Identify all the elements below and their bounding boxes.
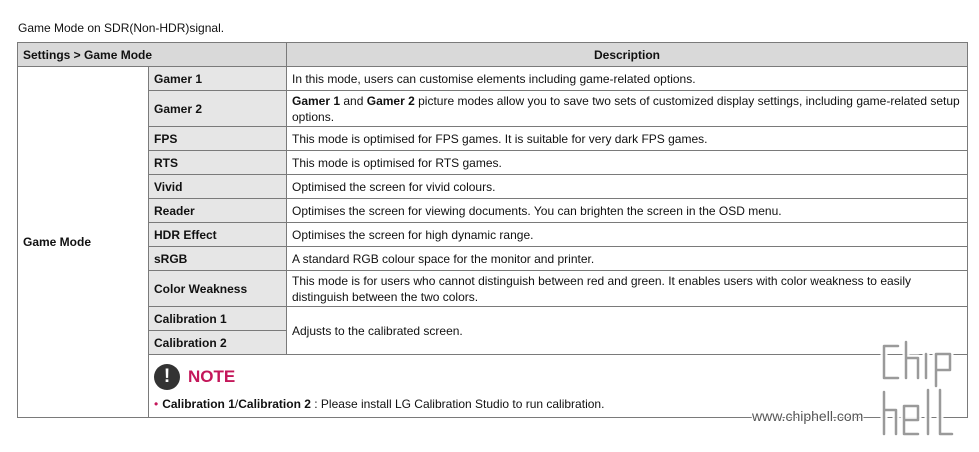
table-row <box>18 127 968 151</box>
mode-name: HDR Effect <box>149 223 287 247</box>
desc-text: and <box>340 93 367 108</box>
table-row <box>18 175 968 199</box>
mode-name: Reader <box>149 199 287 223</box>
table-caption: Game Mode on SDR(Non-HDR)signal. <box>18 21 225 35</box>
mode-description: Optimises the screen for viewing documents. You can brighten the screen in the OSD menu. <box>287 199 968 223</box>
mode-name: FPS <box>149 127 287 151</box>
group-game-mode: Game Mode <box>18 67 149 418</box>
mode-name: Calibration 2 <box>149 331 287 355</box>
desc-bold-gamer2: Gamer 2 <box>366 93 415 108</box>
alert-icon: ! <box>154 364 180 390</box>
table-row <box>18 247 968 271</box>
mode-description: This mode is optimised for FPS games. It is suitable for very dark FPS games. <box>287 127 968 151</box>
note-cal2: Calibration 2 <box>238 397 311 411</box>
bullet: • <box>154 397 159 411</box>
note-title: NOTE <box>188 367 236 386</box>
note-message: : Please install LG Calibration Studio to run calibration. <box>310 397 605 411</box>
mode-name: Color Weakness <box>149 271 287 307</box>
table-row <box>18 151 968 175</box>
mode-name: RTS <box>149 151 287 175</box>
note-header <box>154 361 962 393</box>
mode-description <box>287 91 968 127</box>
table-row <box>18 307 968 331</box>
mode-name: Vivid <box>149 175 287 199</box>
mode-description: A standard RGB colour space for the monitor and printer. <box>287 247 968 271</box>
table-row <box>18 223 968 247</box>
table-row <box>18 271 968 307</box>
mode-name: Calibration 1 <box>149 307 287 331</box>
mode-description: This mode is for users who cannot distinguish between red and green. It enables users with color weakness to easily distinguish between the two colors. <box>287 271 968 307</box>
mode-description: In this mode, users can customise elements including game-related options. <box>287 67 968 91</box>
mode-description: Optimises the screen for high dynamic range. <box>287 223 968 247</box>
mode-description: Optimised the screen for vivid colours. <box>287 175 968 199</box>
mode-name: sRGB <box>149 247 287 271</box>
watermark-logo <box>876 336 968 440</box>
desc-bold-gamer1: Gamer 1 <box>292 93 341 108</box>
header-setting: Settings > Game Mode <box>18 43 287 67</box>
mode-description: This mode is optimised for RTS games. <box>287 151 968 175</box>
table-header-row <box>18 43 968 67</box>
mode-description: Adjusts to the calibrated screen. <box>287 307 968 355</box>
table-row <box>18 199 968 223</box>
desc-text: picture modes allow you to save two sets of customized display settings, including game-related setup options. <box>292 93 960 124</box>
note-slash: / <box>234 397 239 411</box>
mode-name: Gamer 1 <box>149 67 287 91</box>
table-row <box>18 67 968 91</box>
game-mode-table <box>17 42 968 418</box>
watermark-url: www.chiphell.com <box>752 408 864 424</box>
header-description: Description <box>287 43 968 67</box>
note-cal1: Calibration 1 <box>162 397 235 411</box>
mode-name: Gamer 2 <box>149 91 287 127</box>
table-row <box>18 91 968 127</box>
